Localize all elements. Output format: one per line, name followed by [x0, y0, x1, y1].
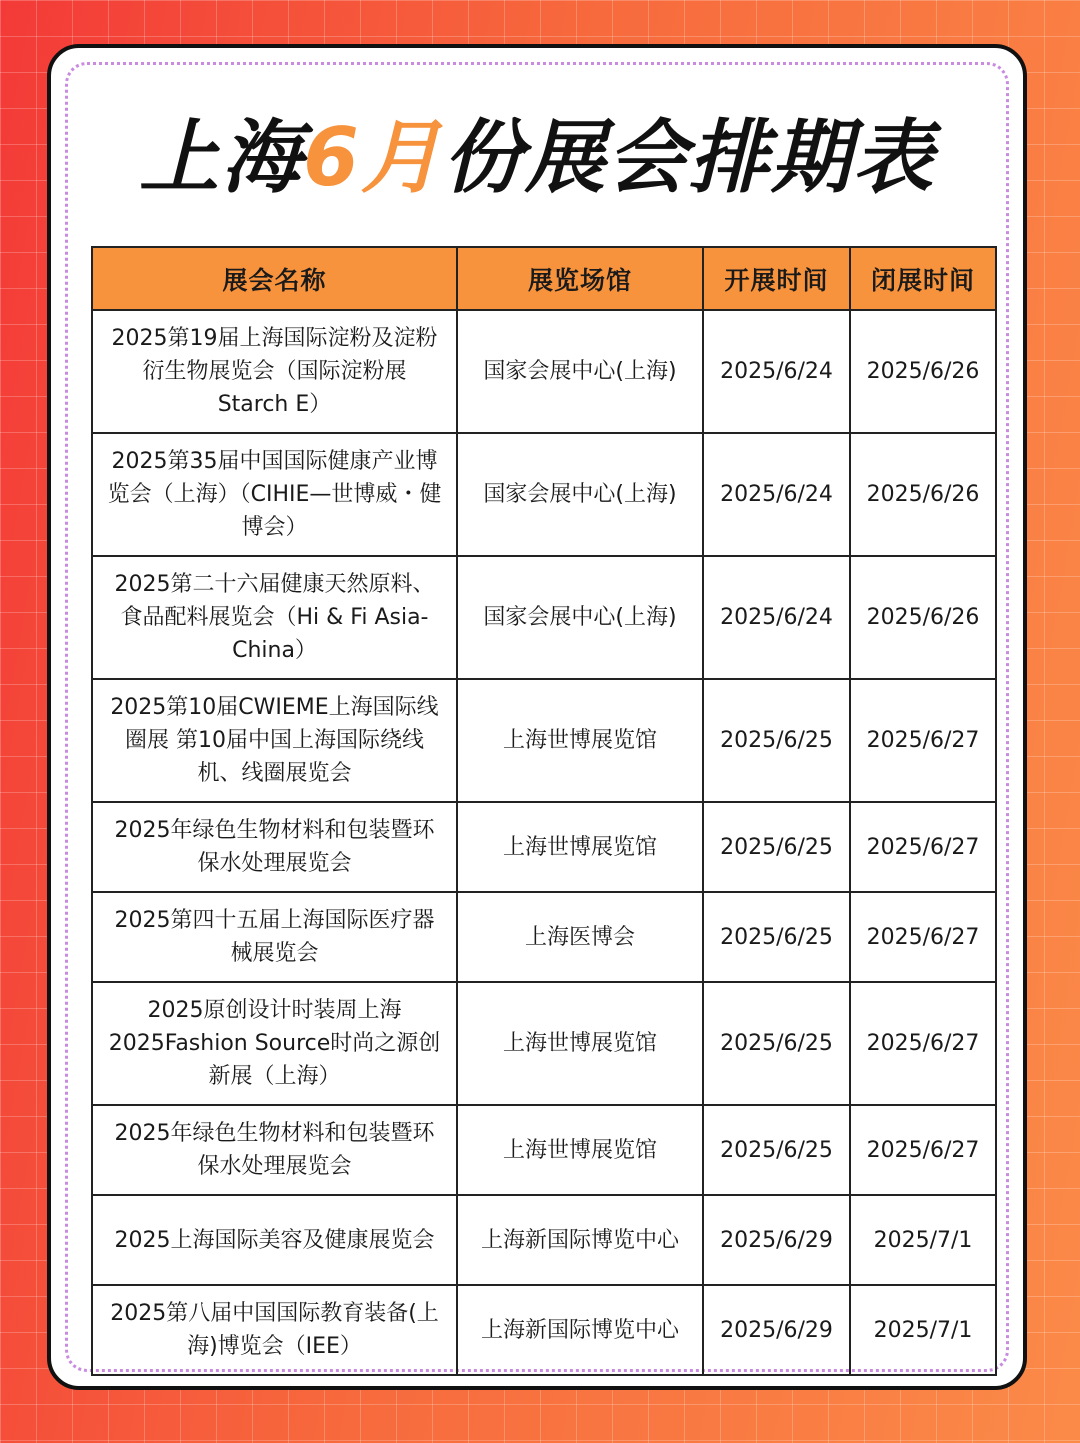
exhibition-name: 2025第八届中国国际教育装备(上海)博览会（IEE） — [92, 1285, 457, 1375]
exhibition-schedule-table — [91, 246, 997, 1376]
schedule-card — [47, 44, 1027, 1390]
exhibition-name: 2025第四十五届上海国际医疗器械展览会 — [92, 892, 457, 982]
header-exhibition-name: 展会名称 — [92, 247, 457, 310]
start-date: 2025/6/29 — [703, 1285, 850, 1375]
exhibition-venue: 上海世博展览馆 — [457, 679, 703, 802]
start-date: 2025/6/25 — [703, 892, 850, 982]
end-date: 2025/6/26 — [850, 433, 996, 556]
page-title — [51, 108, 1023, 208]
table-row — [92, 310, 996, 433]
start-date: 2025/6/25 — [703, 1105, 850, 1195]
header-start-date: 开展时间 — [703, 247, 850, 310]
end-date: 2025/7/1 — [850, 1195, 996, 1285]
end-date: 2025/6/27 — [850, 982, 996, 1105]
end-date: 2025/6/27 — [850, 1105, 996, 1195]
exhibition-name: 2025第10届CWIEME上海国际线圈展 第10届中国上海国际绕线机、线圈展览会 — [92, 679, 457, 802]
title-prefix: 上海 — [139, 111, 304, 204]
table-row — [92, 802, 996, 892]
table-row — [92, 433, 996, 556]
title-highlight: 6月 — [303, 111, 443, 204]
end-date: 2025/6/27 — [850, 679, 996, 802]
exhibition-name: 2025原创设计时装周上海2025Fashion Source时尚之源创新展（上海） — [92, 982, 457, 1105]
start-date: 2025/6/24 — [703, 433, 850, 556]
table-row — [92, 679, 996, 802]
exhibition-venue: 上海世博展览馆 — [457, 982, 703, 1105]
table-header-row — [92, 247, 996, 310]
exhibition-venue: 上海新国际博览中心 — [457, 1195, 703, 1285]
end-date: 2025/7/1 — [850, 1285, 996, 1375]
header-end-date: 闭展时间 — [850, 247, 996, 310]
table-row — [92, 1105, 996, 1195]
end-date: 2025/6/26 — [850, 556, 996, 679]
table-row — [92, 982, 996, 1105]
table-row — [92, 1195, 996, 1285]
exhibition-name: 2025第35届中国国际健康产业博览会（上海）（CIHIE—世博威・健博会） — [92, 433, 457, 556]
exhibition-name: 2025第19届上海国际淀粉及淀粉衍生物展览会（国际淀粉展 Starch E） — [92, 310, 457, 433]
exhibition-venue: 国家会展中心(上海) — [457, 556, 703, 679]
table-row — [92, 556, 996, 679]
exhibition-venue: 上海世博展览馆 — [457, 1105, 703, 1195]
start-date: 2025/6/24 — [703, 556, 850, 679]
exhibition-venue: 上海医博会 — [457, 892, 703, 982]
exhibition-name: 2025第二十六届健康天然原料、食品配料展览会（Hi & Fi Asia-China） — [92, 556, 457, 679]
start-date: 2025/6/24 — [703, 310, 850, 433]
start-date: 2025/6/25 — [703, 982, 850, 1105]
exhibition-name: 2025年绿色生物材料和包装暨环保水处理展览会 — [92, 802, 457, 892]
exhibition-name: 2025上海国际美容及健康展览会 — [92, 1195, 457, 1285]
table-row — [92, 892, 996, 982]
exhibition-venue: 上海新国际博览中心 — [457, 1285, 703, 1375]
end-date: 2025/6/27 — [850, 892, 996, 982]
start-date: 2025/6/25 — [703, 802, 850, 892]
end-date: 2025/6/27 — [850, 802, 996, 892]
exhibition-venue: 国家会展中心(上海) — [457, 433, 703, 556]
start-date: 2025/6/25 — [703, 679, 850, 802]
exhibition-venue: 上海世博展览馆 — [457, 802, 703, 892]
end-date: 2025/6/26 — [850, 310, 996, 433]
header-venue: 展览场馆 — [457, 247, 703, 310]
title-suffix: 份展会排期表 — [442, 111, 935, 204]
start-date: 2025/6/29 — [703, 1195, 850, 1285]
table-row — [92, 1285, 996, 1375]
exhibition-name: 2025年绿色生物材料和包装暨环保水处理展览会 — [92, 1105, 457, 1195]
exhibition-venue: 国家会展中心(上海) — [457, 310, 703, 433]
